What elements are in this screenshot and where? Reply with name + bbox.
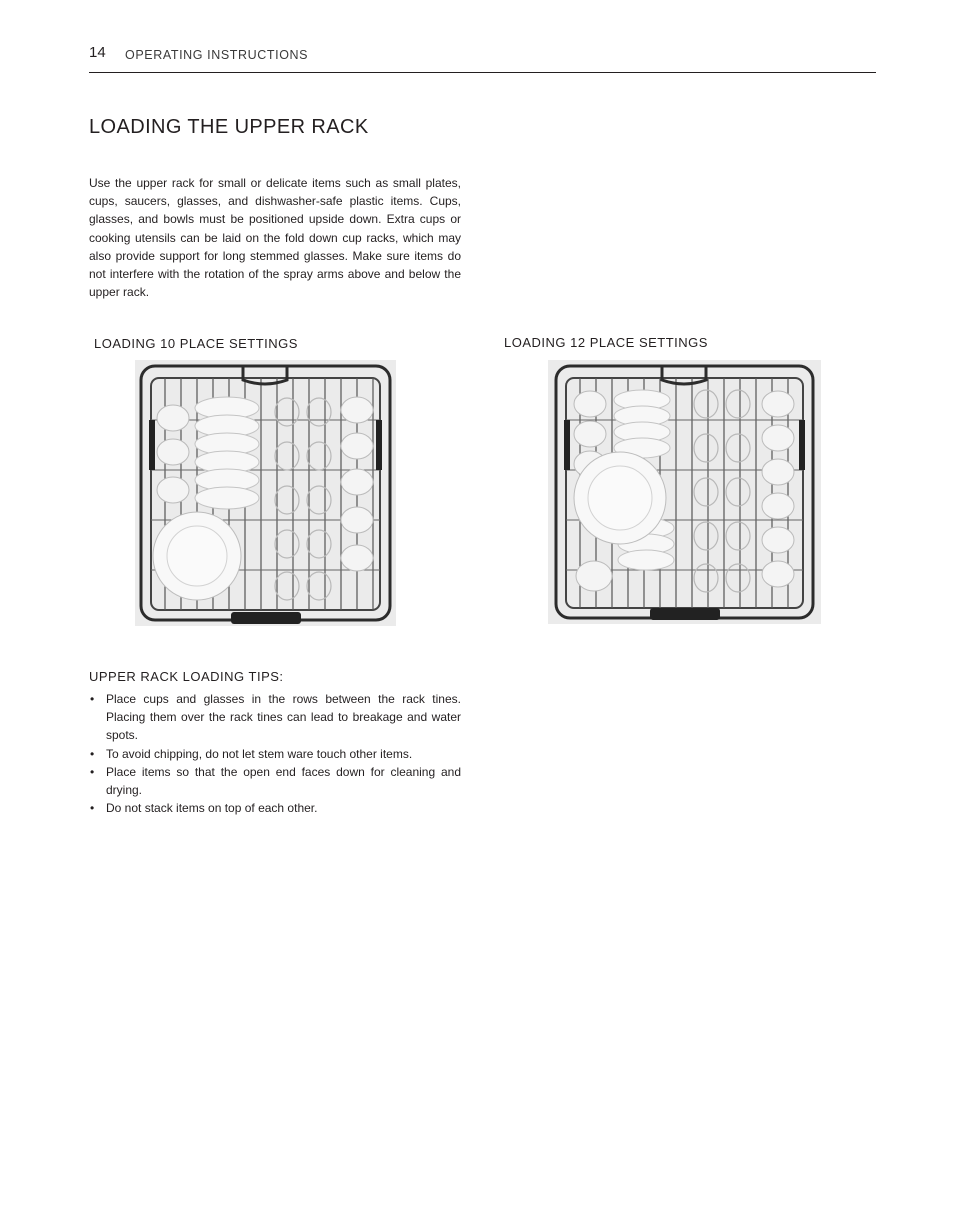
bullet-icon: • [90, 764, 95, 779]
figure-caption-12-settings: LOADING 12 PLACE SETTINGS [504, 335, 708, 350]
header-divider [89, 72, 876, 73]
bullet-icon: • [90, 692, 95, 706]
section-title: OPERATING INSTRUCTIONS [125, 48, 309, 62]
list-item [89, 763, 461, 799]
tip-text: To avoid chipping, do not let stem ware touch other items. [106, 746, 413, 761]
upper-rack-10-place-settings-photo [135, 360, 396, 626]
bullet-icon: • [90, 801, 95, 816]
intro-paragraph: Use the upper rack for small or delicate items such as small plates, cups, saucers, glasses, and dishwasher-safe plastic items. Cups, glasses, and bowls must be positioned upside down. Extra cups or cooking utensils can be laid on the fold down cup racks, which may also provide support for long stemmed glasses. Make sure items do not interfere with the rotation of the spray arms above and below the upper rack. [89, 176, 461, 300]
tip-text: Place cups and glasses in the rows between the rack tines. Placing them over the rack tines can lead to breakage and water spots. [106, 692, 461, 743]
list-item [89, 799, 461, 817]
figure-caption-10-settings: LOADING 10 PLACE SETTINGS [94, 336, 298, 351]
bullet-icon: • [90, 746, 95, 761]
tips-heading: UPPER RACK LOADING TIPS: [89, 669, 284, 684]
tips-list [89, 690, 461, 817]
list-item [89, 745, 461, 763]
tip-text: Do not stack items on top of each other. [106, 801, 318, 816]
page-number: 14 [89, 44, 106, 61]
list-item [89, 690, 461, 745]
upper-rack-12-place-settings-photo [548, 360, 821, 624]
page-title: LOADING THE UPPER RACK [89, 116, 369, 138]
tip-text: Place items so that the open end faces down for cleaning and drying. [106, 764, 461, 798]
